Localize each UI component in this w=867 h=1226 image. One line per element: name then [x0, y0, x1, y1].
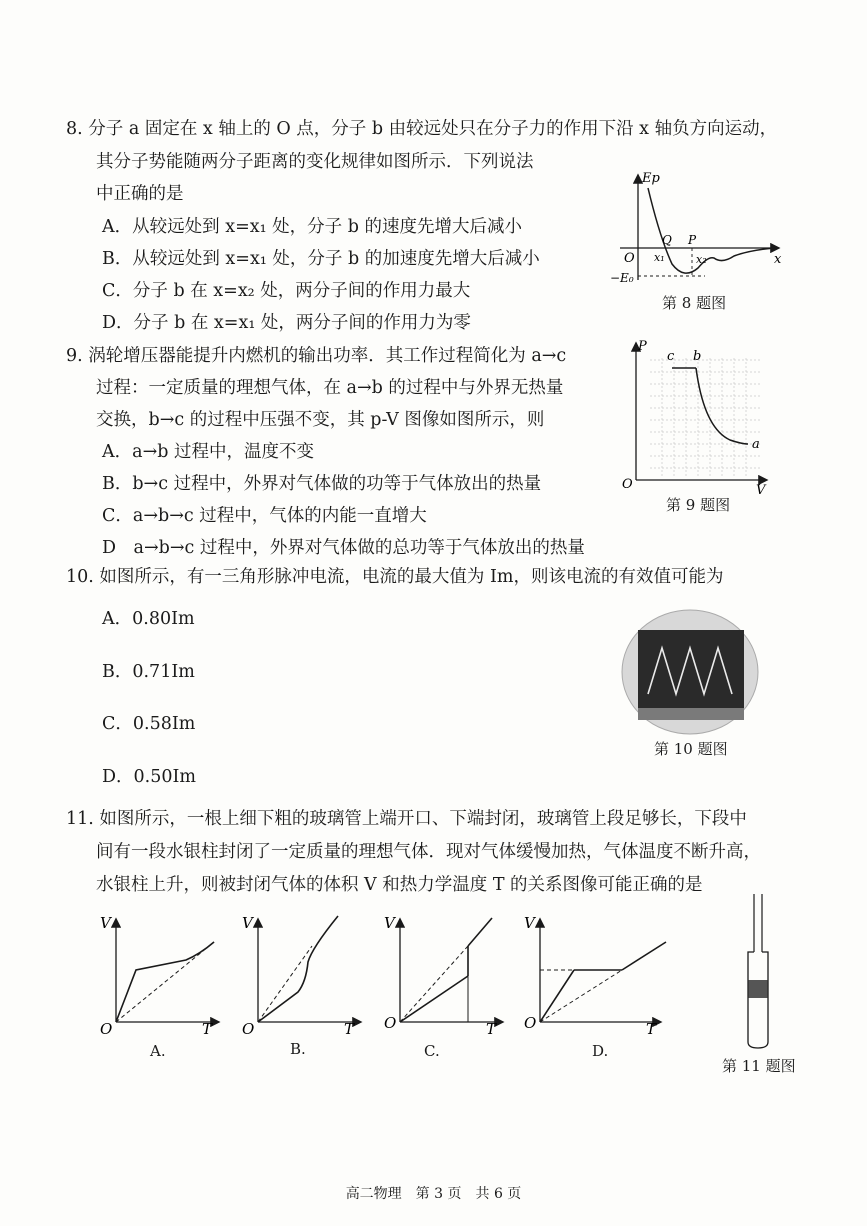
q11d-origin: O	[524, 1014, 537, 1032]
q11a-origin: O	[100, 1020, 113, 1038]
q11-graph-c	[380, 912, 510, 1038]
q10-option-d: D．0.50Im	[102, 767, 197, 787]
q9-pv-graph	[620, 338, 770, 498]
q10-stem: 10. 如图所示，有一三角形脉冲电流，电流的最大值为 Im，则该电流的有效值可能为	[66, 567, 724, 587]
q8-ep-label: Ep	[642, 171, 660, 186]
q9-b-label: b	[693, 349, 702, 364]
q9-stem-line3: 交换，b→c 的过程中压强不变，其 p-V 图像如图所示，则	[96, 410, 545, 430]
q8-q-label: Q	[662, 233, 672, 247]
q11c-origin: O	[384, 1014, 397, 1032]
q9-v-label: V	[756, 483, 766, 498]
q9-origin: O	[622, 477, 633, 492]
q11d-v-label: V	[524, 914, 535, 932]
q8-x-label: x	[774, 252, 782, 267]
q11b-origin: O	[242, 1020, 255, 1038]
q11b-v-label: V	[242, 914, 253, 932]
q10-screen	[638, 630, 744, 708]
q11a-t-label: T	[202, 1020, 213, 1038]
q9-a-label: a	[752, 437, 760, 452]
q10-option-c: C．0.58Im	[102, 714, 196, 734]
q8-stem-line1: 8. 分子 a 固定在 x 轴上的 O 点，分子 b 由较远处只在分子力的作用下沿 x 轴负方向运动，	[66, 119, 778, 139]
q11-label-b: B.	[290, 1040, 306, 1058]
q9-option-c: C．a→b→c 过程中，气体的内能一直增大	[102, 506, 427, 526]
q11d-t-label: T	[646, 1020, 657, 1038]
q9-stem-line2: 过程：一定质量的理想气体，在 a→b 的过程中与外界无热量	[96, 378, 564, 398]
q9-stem-line1: 9. 涡轮增压器能提升内燃机的输出功率．其工作过程简化为 a→c	[66, 346, 567, 366]
q8-x2-label: x₂	[696, 253, 707, 266]
q9-option-d: D a→b→c 过程中，外界对气体做的总功等于气体放出的热量	[102, 538, 585, 558]
q9-option-b: B．b→c 过程中，外界对气体做的功等于气体放出的热量	[102, 474, 542, 494]
q10-option-b: B．0.71Im	[102, 662, 195, 682]
q11b-t-label: T	[344, 1020, 355, 1038]
q11c-t-label: T	[486, 1020, 497, 1038]
q8-option-b: B．从较远处到 x=x₁ 处，分子 b 的加速度先增大后减小	[102, 249, 540, 269]
q8-p-label: P	[688, 233, 697, 247]
q8-origin: O	[624, 251, 635, 266]
q9-p-label: P	[638, 339, 647, 354]
q10-caption: 第 10 题图	[654, 740, 728, 758]
q8-stem-line3: 中正确的是	[96, 184, 184, 204]
q10-option-a: A．0.80Im	[102, 609, 195, 629]
q11-caption: 第 11 题图	[722, 1057, 796, 1075]
q8-stem-line2: 其分子势能随两分子距离的变化规律如图所示．下列说法	[96, 152, 534, 172]
q11-graph-b	[238, 912, 368, 1038]
q9-c-label: c	[667, 349, 675, 364]
q8-option-a: A．从较远处到 x=x₁ 处，分子 b 的速度先增大后减小	[102, 217, 523, 237]
q11a-v-label: V	[100, 914, 111, 932]
q8-option-c: C．分子 b 在 x=x₂ 处，两分子间的作用力最大	[102, 281, 471, 301]
q11c-v-label: V	[384, 914, 395, 932]
q11-label-d: D.	[592, 1042, 609, 1060]
q8-potential-energy-graph	[610, 168, 790, 293]
q8-e0-label: −E₀	[610, 271, 634, 285]
q8-x1-label: x₁	[654, 251, 665, 264]
page-footer: 高二物理 第 3 页 共 6 页	[345, 1186, 522, 1202]
q10-oscilloscope-photo	[620, 608, 760, 736]
q11-glass-tube	[738, 892, 778, 1052]
q11-graph-d	[520, 912, 670, 1038]
q11-label-c: C.	[424, 1042, 440, 1060]
q11-graph-a	[96, 912, 226, 1038]
q11-label-a: A.	[150, 1042, 166, 1060]
q11-stem-line3: 水银柱上升，则被封闭气体的体积 V 和热力学温度 T 的关系图像可能正确的是	[96, 875, 703, 895]
q8-caption: 第 8 题图	[662, 294, 727, 312]
q9-caption: 第 9 题图	[666, 496, 731, 514]
q8-option-d: D．分子 b 在 x=x₁ 处，两分子间的作用力为零	[102, 313, 471, 333]
q8-curve	[648, 188, 775, 273]
q9-grid	[650, 358, 760, 478]
q9-option-a: A．a→b 过程中，温度不变	[102, 442, 314, 462]
q11-mercury-column	[749, 980, 768, 998]
q11-stem-line1: 11. 如图所示，一根上细下粗的玻璃管上端开口、下端封闭，玻璃管上段足够长，下段中	[66, 809, 747, 829]
q11-stem-line2: 间有一段水银柱封闭了一定质量的理想气体．现对气体缓慢加热，气体温度不断升高，	[96, 842, 761, 862]
